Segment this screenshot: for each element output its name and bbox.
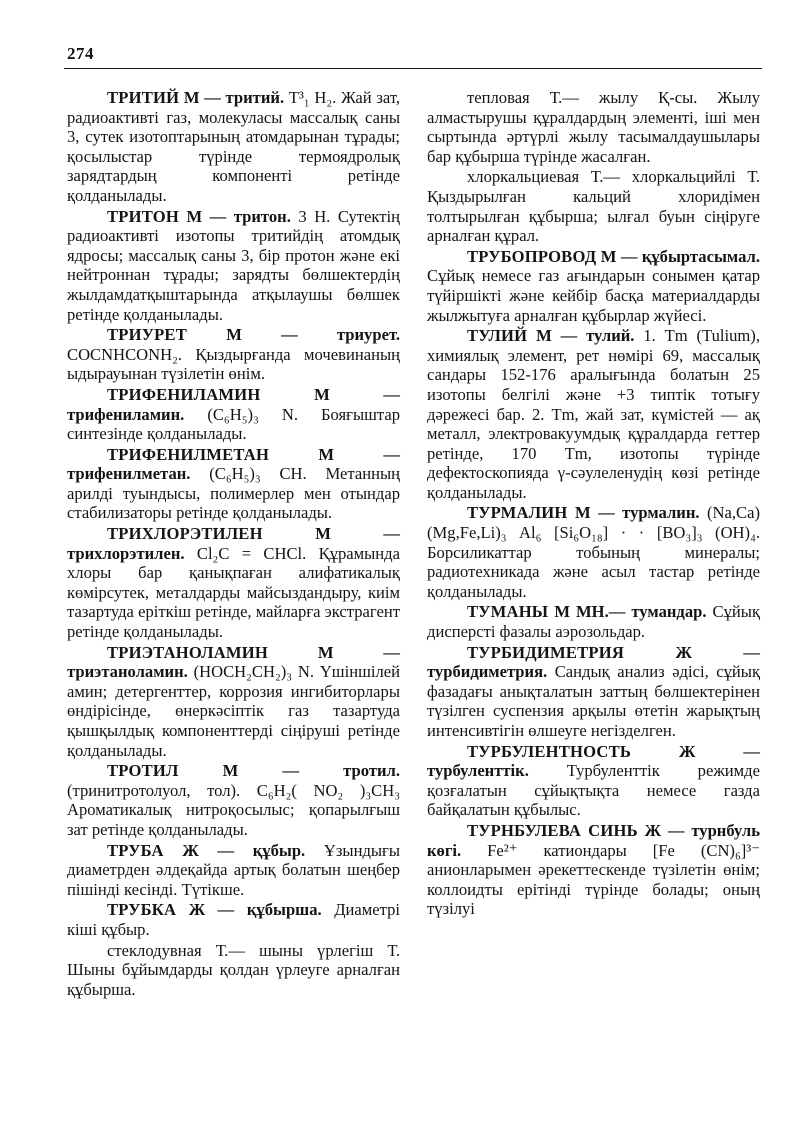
entry-gender: М — <box>269 444 400 464</box>
entry-gender: М — <box>262 524 400 544</box>
entry-definition: Cl₂C = CHCl. Құрамында хлоры бар қанықпаған алифатикалық көмірсутек, металдарды майсыздандыру, киім тазартуда еріткіш ретінде, майларға экстрагент ретінде қолданылады. <box>67 543 400 642</box>
entry-headword: ТРУБКА <box>107 900 177 920</box>
header-rule <box>64 68 762 69</box>
entry-translation: құбыртасымал. <box>641 246 760 266</box>
dictionary-entry-tuliy <box>427 326 760 502</box>
dictionary-entry-trifenilmetan <box>67 445 400 523</box>
dictionary-entry-trotil <box>67 761 400 839</box>
entry-headword: ТРИФЕНИЛМЕТАН <box>107 444 270 464</box>
entry-headword: ТУРБУЛЕНТНОСТЬ <box>467 741 632 761</box>
dictionary-entry-teplovaya <box>427 88 760 166</box>
dictionary-entry-trixloretilen <box>67 524 400 642</box>
entry-headword: ТУЛИЙ <box>467 326 528 346</box>
entry-gender: М — <box>178 206 234 226</box>
entry-translation: турмалин. <box>622 503 700 523</box>
dictionary-entry-triton <box>67 207 400 325</box>
entry-definition: 1. Tm (Tulium), химиялық элемент, рет нөмірі 69, массалық сандары 152-176 аралығында болатын 25 изотопы белгілі және +3 типтік тотығу дәрежесі бар. 2. Tm, жай зат, күмістей — ақ металл, электровакуумдық құралдарда геттер ретінде, 170 Tm, изотопы түрінде дефектоскопияда γ-сәулеленудің көзі ретінде қолданылады. <box>427 326 760 502</box>
dictionary-entry-trubka <box>67 900 400 939</box>
entry-headword: ТРИУРЕТ <box>107 325 187 345</box>
dictionary-entry-steklodduvnaya <box>67 941 400 1000</box>
entry-definition: (HOCH₂CH₂)₃ N. Үшіншілей амин; детергенттер, коррозия ингибиторлары өндірісінде, өнеркәсіптік газ тазартуда қышқылдық компоненттерді сіңіруші ретінде қолданылады. <box>67 662 400 760</box>
entry-translation: триурет. <box>336 325 400 345</box>
entry-translation: тритон. <box>233 206 291 226</box>
entry-gender: Ж — <box>176 900 247 920</box>
entry-translation: құбырша. <box>246 900 322 920</box>
dictionary-entry-turmalin <box>427 503 760 601</box>
entry-gender: М — <box>186 325 337 345</box>
entry-translation: тумандар. <box>631 602 707 622</box>
entry-translation: турбуленттік. <box>427 761 529 781</box>
entry-definition: 3 Н. Сутектің радиоактивті изотопы тритийдің атомдық ядросы; массалық саны 3, бір протон және екі нейтроннан тұрады; зарядты бөлшектердің жылдамдатқыштарында атқылаушы бөлшек ретінде қолданылады. <box>67 206 400 324</box>
entry-gender: Ж — <box>637 820 692 840</box>
entry-definition: Турбуленттік режимде қозғалатын сұйықтықта немесе газда байқалатын құбылыс. <box>427 761 760 820</box>
entry-headword: ТУМАНЫ <box>467 602 549 622</box>
entry-definition: Fe²⁺ катиондары [Fe (CN)₆]³⁻ анионларымен әрекеттескенде түзілетін өнім; коллоидты ерітінді түрінде болады; оның түзілуі <box>427 840 760 919</box>
entry-definition: хлоркальциевая Т.— хлоркальцийлі Т. Қыздырылған кальций хлоридімен толтырылған құбырша; ылғал буын сіңіруге арналған құрал. <box>427 167 760 246</box>
entry-definition: Ұзындығы диаметрден әлдеқайда артық болатын шеңбер пішінді кесінді. Түтікше. <box>67 840 400 899</box>
entry-gender: М — <box>527 326 587 346</box>
entry-headword: ТРИХЛОРЭТИЛЕН <box>107 524 263 544</box>
entry-translation: триэтаноламин. <box>67 662 188 682</box>
entry-definition: (Na,Ca)(Mg,Fe,Li)₃ Al₆ [Si₆O₁₈] · · [BO₃]₃ (OH)₄. Борсиликаттар тобының минералы; радиотехникада және асыл тастар ретінде қолданылады. <box>427 503 761 601</box>
dictionary-entry-xlorkalcievaya <box>427 167 760 245</box>
entry-gender: М — <box>179 88 226 107</box>
entry-definition: тепловая Т.— жылу Қ-сы. Жылу алмастырушы құралдардың элементі, іші мен сыртында әртүрлі жылу тасымалдаушылары бар құбырша түрінде жасалған. <box>427 88 760 166</box>
entry-gender: М — <box>567 503 623 523</box>
entry-headword: ТРУБОПРОВОД <box>467 246 597 266</box>
entry-headword: ТРИТИЙ <box>107 88 180 107</box>
dictionary-entry-turbulentnost <box>427 742 760 820</box>
dictionary-entry-tumany <box>427 602 760 641</box>
page-number: 274 <box>67 44 94 63</box>
dictionary-entry-truboprovod <box>427 247 760 325</box>
entry-headword: ТРИФЕНИЛАМИН <box>107 384 261 404</box>
entry-headword: ТРИТОН <box>107 206 179 226</box>
entry-definition: T³₁ H₂. Жай зат, радиоактивті газ, молекуласы массалық саны 3, сутек изотоптарының атомдарынан тұрады; қосылыстар түрінде термоядролық зарядтардың компоненті ретінде қолданылады. <box>67 88 401 205</box>
entry-translation: тритий. <box>225 88 285 107</box>
entry-headword: ТУРМАЛИН <box>467 503 568 523</box>
entry-gender: Ж — <box>163 840 253 860</box>
dictionary-entry-truba <box>67 841 400 900</box>
right-column <box>427 88 760 920</box>
entry-definition: Сандық анализ әдісі, сұйық фазадағы анықталатын заттың бөлшектерінен түзілген суспензия арқылы өтетін жарықтың интенсивтігін өлшеуге негізделген. <box>427 662 760 740</box>
dictionary-entry-turnbuleva-sin <box>427 821 760 919</box>
entry-gender: М — <box>260 384 400 404</box>
entry-headword: ТУРНБУЛЕВА СИНЬ <box>467 820 638 840</box>
dictionary-entry-tritiy <box>67 88 400 206</box>
entry-definition: COCNHCONH₂. Қыздырғанда мочевинаның ыдырауынан түзілетін өнім. <box>67 344 400 384</box>
entry-translation: тротил. <box>343 761 400 781</box>
entry-definition: (C₆H₅)₃ CH. Метанның арилді туындысы, полимерлер мен отындар стабилизаторы ретінде қолданылады. <box>67 464 400 523</box>
entry-definition: Сұйық дисперсті фазалы аэрозольдар. <box>427 602 761 642</box>
entry-translation: тулий. <box>586 326 635 346</box>
entry-gender: Ж — <box>624 642 760 662</box>
entry-translation: турбидиметрия. <box>427 662 548 682</box>
dictionary-entry-trifenilamin <box>67 385 400 444</box>
left-column <box>67 88 400 1000</box>
entry-gender: М — <box>596 246 642 266</box>
entry-translation: құбыр. <box>252 840 306 860</box>
entry-definition: стеклодувная Т.— шыны үрлегіш Т. Шыны бұйымдарды қолдан үрлеуге арналған құбырша. <box>67 940 400 999</box>
entry-definition: (C₆H₅)₃ N. Бояғыштар синтезінде қолданылады. <box>67 404 400 444</box>
entry-translation: трифенилметан. <box>67 464 191 484</box>
entry-gender: М МН.— <box>548 602 632 622</box>
entry-translation: трифениламин. <box>67 404 185 424</box>
entry-translation: трихлорэтилен. <box>67 543 185 563</box>
dictionary-entry-triuret <box>67 325 400 384</box>
entry-headword: ТРУБА <box>107 840 164 860</box>
entry-gender: М — <box>268 642 400 662</box>
dictionary-entry-trietanolamin <box>67 643 400 761</box>
entry-definition: Диаметрі кіші құбыр. <box>67 900 400 939</box>
entry-gender: Ж — <box>631 741 760 761</box>
entry-gender: М — <box>178 761 344 781</box>
entry-translation: турнбуль көгі. <box>427 820 760 860</box>
dictionary-entry-turbidimetriya <box>427 643 760 741</box>
entry-definition: Сұйық немесе газ ағындарын сонымен қатар түйіршікті және кейбір басқа материалдарды жылжытуға арналған құбырлар жүйесі. <box>427 266 760 325</box>
entry-definition: (тринитротолуол, тол). C₆H₂( NO₂ )₃CH₃ Ароматикалық нитроқосылыс; қопарылғыш зат ретінде қолданылады. <box>67 780 400 839</box>
entry-headword: ТРИЭТАНОЛАМИН <box>107 642 269 662</box>
entry-headword: ТУРБИДИМЕТРИЯ <box>467 642 625 662</box>
entry-headword: ТРОТИЛ <box>107 761 179 781</box>
